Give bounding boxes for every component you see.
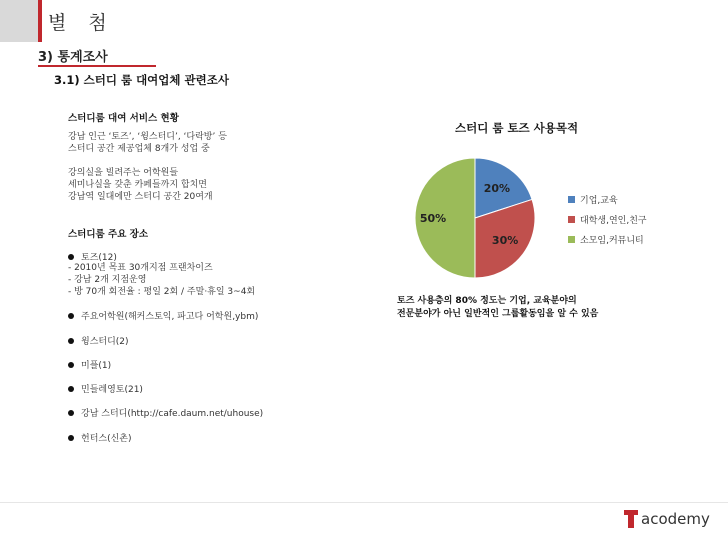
logo-text: acodemy — [641, 510, 710, 528]
list-item — [68, 431, 132, 444]
section-underline — [38, 65, 156, 67]
list-item — [68, 382, 143, 395]
status-line: 스터디 공간 제공업체 8개가 성업 중 — [68, 144, 210, 154]
list-item-label: 강남 스터디(http://cafe.daum.net/uhouse) — [81, 409, 264, 419]
header-accent — [38, 0, 42, 42]
brand-logo — [624, 510, 710, 528]
chart-title: 스터디 룸 토즈 사용목적 — [455, 121, 579, 135]
chart-note: 토즈 사용층의 80% 정도는 기업, 교육분야의 — [397, 296, 577, 306]
list-item-label: 윙스터디(2) — [81, 337, 129, 347]
legend-label: 기업,교육 — [580, 196, 618, 206]
bullet-icon — [68, 254, 74, 260]
logo-icon — [624, 510, 638, 528]
list-item-label: 주요어학원(해커스토익, 파고다 어학원,ybm) — [81, 312, 259, 322]
subsection-title: 3.1) 스터디 룸 대여업체 관련조사 — [54, 73, 229, 87]
chart-note: 전문분야가 아닌 일반적인 그룹활동임을 알 수 있음 — [397, 309, 599, 319]
bullet-icon — [68, 410, 74, 416]
bullet-icon — [68, 338, 74, 344]
list-item-label: 민들레영토(21) — [81, 385, 143, 395]
list-item-label: 헌터스(신촌) — [81, 434, 132, 444]
legend-swatch — [568, 216, 575, 223]
pie-data-label: 30% — [491, 233, 519, 247]
legend-item — [568, 213, 647, 226]
list-item-label: 미플(1) — [81, 361, 112, 371]
status-line: 강의실을 빌려주는 어학원들 — [68, 168, 179, 178]
legend-swatch — [568, 196, 575, 203]
list-item — [68, 334, 129, 347]
places-heading: 스터디룸 주요 장소 — [68, 229, 149, 240]
status-heading: 스터디룸 대여 서비스 현황 — [68, 113, 179, 124]
list-item — [68, 406, 263, 419]
legend-label: 소모임,커뮤니티 — [580, 236, 644, 246]
pie-chart — [390, 150, 560, 285]
status-line: 세미나실을 갖춘 카페들까지 합치면 — [68, 180, 207, 190]
footer-divider — [0, 502, 728, 503]
toz-detail: - 2010년 목표 30개지점 프랜차이즈 — [68, 263, 213, 273]
pie-data-label: 20% — [483, 181, 511, 195]
status-line: 강남 인근 ‘토즈’, ‘윙스터디’, ‘다락방’ 등 — [68, 132, 227, 142]
legend-swatch — [568, 236, 575, 243]
status-line: 강남역 일대에만 스터디 공간 20여개 — [68, 192, 213, 202]
list-item-label: 토즈(12) — [81, 253, 117, 263]
toz-detail: - 방 70개 회전율 : 평일 2회 / 주말·휴일 3~4회 — [68, 287, 256, 297]
legend-label: 대학생,연인,친구 — [580, 216, 647, 226]
legend-item — [568, 233, 644, 246]
page-title: 별 첨 — [48, 12, 115, 34]
bullet-icon — [68, 435, 74, 441]
toz-detail: - 강남 2개 지점운영 — [68, 275, 147, 285]
list-item — [68, 309, 258, 322]
legend-item — [568, 193, 618, 206]
pie-data-label: 50% — [419, 212, 447, 225]
bullet-icon — [68, 313, 74, 319]
list-item — [68, 358, 111, 371]
bullet-icon — [68, 386, 74, 392]
section-title: 3) 통계조사 — [38, 50, 108, 65]
bullet-icon — [68, 362, 74, 368]
header-bar — [0, 0, 38, 42]
